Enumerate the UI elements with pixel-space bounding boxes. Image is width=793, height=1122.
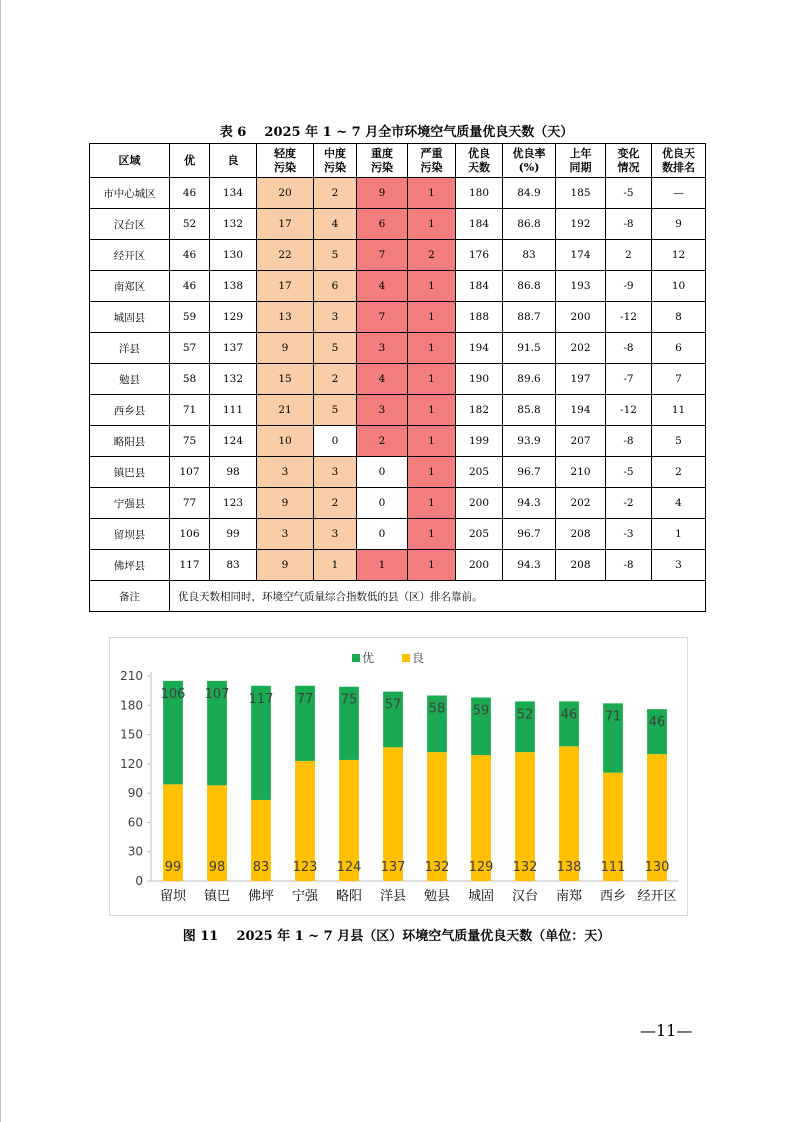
table-cell: 22 [257, 240, 314, 271]
table-cell: 99 [210, 519, 257, 550]
table-row [90, 519, 706, 550]
table-cell: 200 [456, 550, 503, 581]
table-cell: 205 [456, 457, 503, 488]
table-cell: 123 [210, 488, 257, 519]
table-cell: 202 [556, 333, 606, 364]
table-cell: 2 [606, 240, 652, 271]
y-tick-label: 30 [127, 844, 143, 859]
table-cell: 207 [556, 426, 606, 457]
data-label-liang: 98 [208, 860, 226, 875]
table-cell: 9 [652, 209, 706, 240]
table-cell: 20 [257, 178, 314, 209]
region-cell: 经开区 [90, 240, 170, 271]
table-caption: 表 6 2025 年 1 ~ 7 月全市环境空气质量优良天数（天） [219, 125, 574, 140]
table-cell: -9 [606, 271, 652, 302]
table-row [90, 209, 706, 240]
table-cell: 7 [357, 240, 408, 271]
table-cell: 2 [652, 457, 706, 488]
table-cell: 184 [456, 209, 503, 240]
table-cell: 85.8 [503, 395, 556, 426]
region-cell: 西乡县 [90, 395, 170, 426]
table-cell: 4 [357, 364, 408, 395]
y-tick-label: 180 [120, 698, 143, 713]
data-label-you: 71 [604, 709, 622, 725]
table-cell: 98 [210, 457, 257, 488]
region-cell: 南郑区 [90, 271, 170, 302]
region-cell: 勉县 [90, 364, 170, 395]
table-cell: 190 [456, 364, 503, 395]
legend-label: 良 [412, 651, 425, 665]
table-cell: -8 [606, 209, 652, 240]
column-header: 优 [170, 144, 210, 178]
table-row [90, 333, 706, 364]
table-cell: 1 [408, 178, 456, 209]
x-category-label: 城固 [467, 889, 495, 904]
legend-label: 优 [362, 651, 375, 665]
table-cell: 52 [170, 209, 210, 240]
y-tick-label: 210 [120, 669, 143, 683]
table-cell: 188 [456, 302, 503, 333]
table-cell: 1 [408, 488, 456, 519]
good-days-chart [110, 638, 687, 915]
table-cell: 15 [257, 364, 314, 395]
table-cell: 21 [257, 395, 314, 426]
table-cell: 1 [408, 550, 456, 581]
table-cell: 208 [556, 519, 606, 550]
table-cell: 5 [652, 426, 706, 457]
table-cell: 205 [456, 519, 503, 550]
table-cell: 4 [357, 271, 408, 302]
data-label-you: 106 [160, 686, 186, 702]
table-cell: 197 [556, 364, 606, 395]
data-label-you: 52 [516, 707, 534, 723]
column-header: 上年 同期 [556, 144, 606, 178]
table-cell: — [652, 178, 706, 209]
table-row [90, 364, 706, 395]
table-cell: 1 [408, 209, 456, 240]
table-cell: 57 [170, 333, 210, 364]
note-label: 备注 [90, 581, 170, 612]
data-label-liang: 132 [424, 860, 450, 875]
x-category-label: 宁强 [291, 889, 319, 904]
x-category-label: 洋县 [379, 889, 407, 904]
table-cell: 84.9 [503, 178, 556, 209]
data-label-you: 57 [384, 697, 402, 713]
column-header: 良 [210, 144, 257, 178]
y-tick-label: 120 [120, 756, 143, 771]
data-label-you: 117 [248, 691, 274, 707]
data-label-you: 46 [560, 707, 578, 723]
table-cell: 3 [257, 519, 314, 550]
table-cell: -8 [606, 426, 652, 457]
table-cell: 194 [556, 395, 606, 426]
table-cell: 193 [556, 271, 606, 302]
table-cell: 3 [357, 333, 408, 364]
data-label-liang: 124 [336, 860, 362, 875]
table-row [90, 395, 706, 426]
table-cell: 4 [314, 209, 357, 240]
table-cell: 182 [456, 395, 503, 426]
table-cell: 0 [357, 457, 408, 488]
table-cell: 6 [652, 333, 706, 364]
table-cell: 46 [170, 271, 210, 302]
table-cell: 91.5 [503, 333, 556, 364]
region-cell: 汉台区 [90, 209, 170, 240]
table-cell: 96.7 [503, 519, 556, 550]
region-cell: 佛坪县 [90, 550, 170, 581]
page-edge [0, 0, 1, 1122]
x-category-label: 镇巴 [203, 889, 231, 904]
data-label-liang: 111 [600, 860, 626, 875]
table-cell: 2 [314, 488, 357, 519]
column-header: 区域 [90, 144, 170, 178]
table-cell: 83 [210, 550, 257, 581]
table-cell: 9 [257, 488, 314, 519]
table-cell: 3 [314, 457, 357, 488]
column-header: 优良 天数 [456, 144, 503, 178]
table-cell: 71 [170, 395, 210, 426]
table-cell: 199 [456, 426, 503, 457]
data-label-liang: 83 [252, 860, 270, 875]
table-cell: 117 [170, 550, 210, 581]
table-cell: 13 [257, 302, 314, 333]
legend-swatch [352, 654, 360, 662]
table-row [90, 550, 706, 581]
table-cell: 1 [408, 426, 456, 457]
table-cell: 194 [456, 333, 503, 364]
y-tick-label: 60 [127, 815, 143, 830]
table-row [90, 240, 706, 271]
table-cell: 17 [257, 271, 314, 302]
table-cell: 9 [357, 178, 408, 209]
page-number: —11— [640, 1021, 693, 1040]
table-cell: -7 [606, 364, 652, 395]
table-cell: 3 [314, 519, 357, 550]
table-cell: 10 [257, 426, 314, 457]
table-cell: 208 [556, 550, 606, 581]
region-cell: 留坝县 [90, 519, 170, 550]
x-category-label: 佛坪 [247, 889, 275, 904]
table-cell: 46 [170, 240, 210, 271]
table-cell: 46 [170, 178, 210, 209]
table-cell: 93.9 [503, 426, 556, 457]
table-cell: -12 [606, 395, 652, 426]
data-label-you: 59 [472, 703, 490, 719]
region-cell: 城固县 [90, 302, 170, 333]
table-cell: 11 [652, 395, 706, 426]
table-cell: 132 [210, 364, 257, 395]
region-cell: 洋县 [90, 333, 170, 364]
data-label-liang: 132 [512, 860, 538, 875]
table-cell: -5 [606, 178, 652, 209]
table-cell: 5 [314, 395, 357, 426]
table-cell: 86.8 [503, 271, 556, 302]
region-cell: 略阳县 [90, 426, 170, 457]
table-cell: 1 [652, 519, 706, 550]
table-cell: 138 [210, 271, 257, 302]
column-header: 严重 污染 [408, 144, 456, 178]
table-cell: 111 [210, 395, 257, 426]
data-label-liang: 129 [468, 860, 494, 875]
table-cell: 58 [170, 364, 210, 395]
x-category-label: 西乡 [599, 889, 627, 904]
table-cell: 6 [314, 271, 357, 302]
table-cell: 86.8 [503, 209, 556, 240]
table-cell: 107 [170, 457, 210, 488]
table-header-row [90, 144, 706, 178]
column-header: 变化 情况 [606, 144, 652, 178]
table-cell: 1 [408, 519, 456, 550]
table-cell: 106 [170, 519, 210, 550]
table-cell: -3 [606, 519, 652, 550]
table-cell: 1 [314, 550, 357, 581]
table-cell: 2 [408, 240, 456, 271]
table-cell: -2 [606, 488, 652, 519]
column-header: 轻度 污染 [257, 144, 314, 178]
table-cell: 1 [408, 333, 456, 364]
region-cell: 市中心城区 [90, 178, 170, 209]
table-cell: 129 [210, 302, 257, 333]
x-category-label: 留坝 [159, 889, 187, 904]
y-tick-label: 90 [127, 786, 143, 801]
note-text: 优良天数相同时，环境空气质量综合指数低的县（区）排名靠前。 [170, 581, 706, 612]
table-cell: 75 [170, 426, 210, 457]
column-header: 优良天 数排名 [652, 144, 706, 178]
air-quality-table [89, 143, 706, 612]
data-label-liang: 123 [292, 860, 318, 875]
table-cell: 8 [652, 302, 706, 333]
table-cell: 7 [357, 302, 408, 333]
data-label-you: 107 [204, 686, 230, 702]
data-label-liang: 130 [644, 860, 670, 875]
table-cell: -8 [606, 550, 652, 581]
table-cell: 192 [556, 209, 606, 240]
table-cell: 5 [314, 240, 357, 271]
figure-caption: 图 11 2025 年 1 ~ 7 月县（区）环境空气质量优良天数（单位：天） [182, 929, 611, 944]
y-tick-label: 150 [120, 727, 143, 742]
region-cell: 宁强县 [90, 488, 170, 519]
x-category-label: 略阳 [335, 889, 363, 904]
table-cell: 180 [456, 178, 503, 209]
x-category-label: 经开区 [637, 889, 677, 904]
table-cell: 130 [210, 240, 257, 271]
column-header: 重度 污染 [357, 144, 408, 178]
table-cell: 1 [408, 302, 456, 333]
table-cell: 9 [257, 333, 314, 364]
table-cell: 6 [357, 209, 408, 240]
table-cell: 3 [257, 457, 314, 488]
table-cell: 132 [210, 209, 257, 240]
table-cell: 4 [652, 488, 706, 519]
table-cell: -12 [606, 302, 652, 333]
table-cell: 1 [408, 395, 456, 426]
table-cell: 96.7 [503, 457, 556, 488]
data-label-liang: 137 [380, 860, 406, 875]
table-cell: 2 [357, 426, 408, 457]
column-header: 优良率 (%) [503, 144, 556, 178]
table-cell: 89.6 [503, 364, 556, 395]
table-cell: 10 [652, 271, 706, 302]
table-cell: 12 [652, 240, 706, 271]
data-label-you: 58 [428, 701, 446, 717]
table-cell: 7 [652, 364, 706, 395]
table-cell: 83 [503, 240, 556, 271]
table-cell: 185 [556, 178, 606, 209]
table-cell: 200 [456, 488, 503, 519]
column-header: 中度 污染 [314, 144, 357, 178]
table-row [90, 457, 706, 488]
table-cell: 0 [314, 426, 357, 457]
table-cell: 5 [314, 333, 357, 364]
table-cell: 3 [357, 395, 408, 426]
table-cell: 134 [210, 178, 257, 209]
table-cell: 3 [314, 302, 357, 333]
table-cell: -8 [606, 333, 652, 364]
data-label-you: 75 [340, 692, 358, 708]
table-cell: 124 [210, 426, 257, 457]
table-cell: 3 [652, 550, 706, 581]
table-cell: 200 [556, 302, 606, 333]
table-cell: 0 [357, 488, 408, 519]
table-cell: 202 [556, 488, 606, 519]
table-cell: 9 [257, 550, 314, 581]
table-cell: 2 [314, 178, 357, 209]
table-cell: 137 [210, 333, 257, 364]
table-cell: 94.3 [503, 550, 556, 581]
chart-frame [109, 637, 688, 916]
table-cell: 2 [314, 364, 357, 395]
x-category-label: 汉台 [511, 889, 539, 904]
note-row [90, 581, 706, 612]
table-cell: 176 [456, 240, 503, 271]
data-label-liang: 99 [164, 860, 182, 875]
table-cell: 77 [170, 488, 210, 519]
x-category-label: 南郑 [555, 889, 583, 904]
legend-swatch [402, 654, 410, 662]
y-tick-label: 0 [135, 874, 143, 888]
table-cell: 1 [408, 364, 456, 395]
table-cell: 174 [556, 240, 606, 271]
table-cell: 210 [556, 457, 606, 488]
table-cell: 59 [170, 302, 210, 333]
x-category-label: 勉县 [423, 889, 451, 904]
table-row [90, 271, 706, 302]
data-label-liang: 138 [556, 860, 582, 875]
table-cell: 94.3 [503, 488, 556, 519]
table-cell: 1 [408, 271, 456, 302]
table-row [90, 302, 706, 333]
table-cell: 1 [357, 550, 408, 581]
table-cell: 0 [357, 519, 408, 550]
region-cell: 镇巴县 [90, 457, 170, 488]
data-label-you: 46 [648, 715, 666, 731]
table-row [90, 178, 706, 209]
table-cell: 1 [408, 457, 456, 488]
table-row [90, 488, 706, 519]
table-cell: -5 [606, 457, 652, 488]
table-cell: 17 [257, 209, 314, 240]
table-row [90, 426, 706, 457]
data-label-you: 77 [296, 691, 314, 707]
table-cell: 184 [456, 271, 503, 302]
table-cell: 88.7 [503, 302, 556, 333]
